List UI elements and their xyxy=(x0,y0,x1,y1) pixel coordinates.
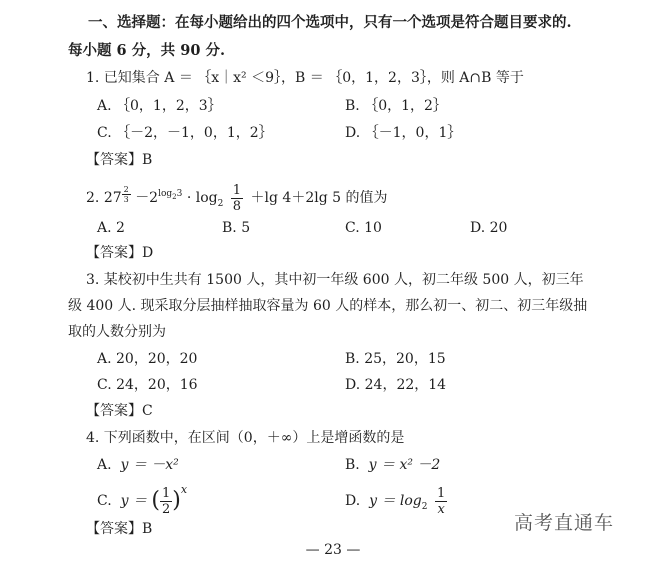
q4-option-c-y: y ＝ xyxy=(120,493,147,509)
q2-exp-num: 2 xyxy=(123,184,129,194)
section-heading-line2: 每小题 6 分，共 90 分. xyxy=(68,42,226,59)
answer-label: 【答案】 xyxy=(86,152,142,168)
q4-stem: 4. 下列函数中，在区间（0，＋∞）上是增函数的是 xyxy=(86,430,405,446)
q3-option-d: D. 24，22，14 xyxy=(345,377,447,393)
q2-option-c: C. 10 xyxy=(345,220,382,236)
q4-option-d xyxy=(345,483,450,519)
q3-option-b: B. 25，20，15 xyxy=(345,351,446,367)
section-heading-line1: 一、选择题：在每小题给出的四个选项中，只有一个选项是符合题目要求的. xyxy=(88,14,572,31)
q2-log2: log xyxy=(195,190,218,206)
q1-option-c: C. ｛－2，－1，0，1，2｝ xyxy=(97,125,273,141)
q1-stem: 1. 已知集合 A ＝ ｛x｜x² ＜9｝，B ＝ ｛0，1，2，3｝，则 A∩B 等于 xyxy=(86,70,524,86)
q4-option-d-y: y ＝ log xyxy=(369,493,422,509)
q2-stem xyxy=(86,180,387,216)
q4-option-c-num: 1 xyxy=(161,485,171,501)
q3-stem-line2: 级 400 人. 现采取分层抽样抽取容量为 60 人的样本，那么初一、初二、初三年级抽 xyxy=(68,298,588,314)
q4-option-d-label: D. xyxy=(345,493,361,509)
q2-base: 27 xyxy=(103,190,122,206)
q2-frac-num: 1 xyxy=(232,182,242,198)
q3-stem-line1: 3. 某校初中生共有 1500 人，其中初一年级 600 人，初二年级 500 人，初三年 xyxy=(86,272,584,288)
q3-answer-value: C xyxy=(142,403,153,419)
q4-option-b-expr: y ＝ x² －2 xyxy=(368,457,441,473)
q2-option-d: D. 20 xyxy=(470,220,508,236)
q2-answer-value: D xyxy=(142,245,154,261)
q2-option-a: A. 2 xyxy=(97,220,125,236)
q1-option-b: B. ｛0，1，2｝ xyxy=(345,98,447,114)
q2-log-sub: 2 xyxy=(172,193,177,202)
q4-option-b-label: B. xyxy=(345,457,360,473)
q2-log-part: log xyxy=(158,189,173,200)
q4-option-b xyxy=(345,456,440,474)
q1-answer xyxy=(86,151,152,169)
q4-answer-value: B xyxy=(142,521,153,537)
q3-option-c: C. 24，20，16 xyxy=(97,377,198,393)
q4-option-c-den: 2 xyxy=(161,501,171,517)
q4-option-c-exp: x xyxy=(180,483,188,497)
q4-option-a xyxy=(97,456,179,474)
q2-tail: ＋lg 4＋2lg 5 的值为 xyxy=(250,190,388,206)
q2-option-b: B. 5 xyxy=(222,220,251,236)
q2-frac-den: 8 xyxy=(232,198,242,214)
q4-option-d-den: x xyxy=(437,501,445,517)
q2-log-arg: 3 xyxy=(176,189,183,200)
q1-option-a: A. ｛0，1，2，3｝ xyxy=(97,98,222,114)
q4-option-d-num: 1 xyxy=(436,485,446,501)
page-number: — 23 — xyxy=(305,542,361,558)
q4-option-c-label: C. xyxy=(97,493,112,509)
q4-option-c: C. y ＝ ( $\frac{1}{2}$ )$^x$ xyxy=(97,483,188,517)
answer-label: 【答案】 xyxy=(86,403,142,419)
q4-option-d-sub: 2 xyxy=(421,501,428,512)
q3-option-a: A. 20，20，20 xyxy=(97,351,198,367)
answer-label: 【答案】 xyxy=(86,521,142,537)
q3-answer xyxy=(86,402,153,420)
q1-answer-value: B xyxy=(142,152,153,168)
q2-minus: －2 xyxy=(135,190,159,206)
q3-stem-line3: 取的人数分别为 xyxy=(68,324,166,340)
q2-fraction xyxy=(231,183,243,214)
q2-exp-den: 3 xyxy=(123,194,129,204)
q4-answer xyxy=(86,520,152,538)
q2-number: 2. xyxy=(86,190,100,206)
q4-option-a-expr: y ＝ －x² xyxy=(120,457,179,473)
q2-answer xyxy=(86,244,153,262)
q2-dot: · xyxy=(186,190,192,206)
q1-option-d: D. ｛－1，0，1｝ xyxy=(345,125,462,141)
answer-label: 【答案】 xyxy=(86,245,142,261)
watermark-text: 高考直通车 xyxy=(514,512,615,534)
q2-log2-sub: 2 xyxy=(217,198,224,209)
q4-option-a-label: A. xyxy=(97,457,112,473)
